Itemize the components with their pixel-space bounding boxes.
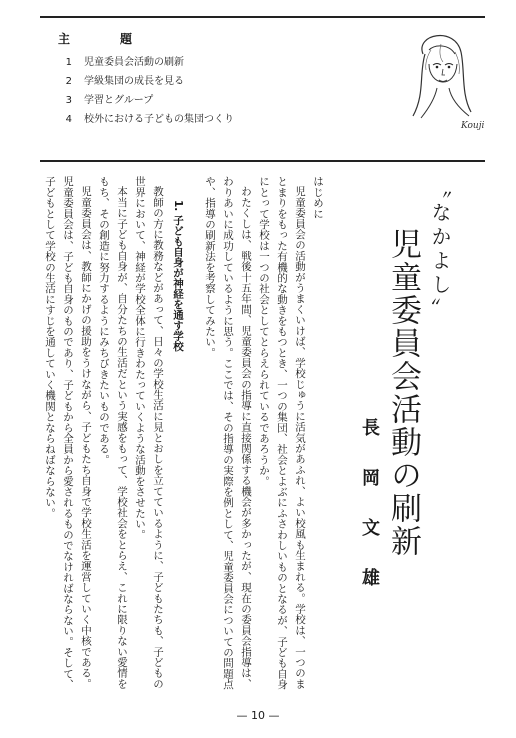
body-line: 子どもとして学校の生活にすじを通していく機関とならねばならない。	[44, 176, 56, 519]
body-line: や、指導の刷新法を考察してみたい。	[204, 176, 216, 358]
body-line: にとって学校は一つの社会としてとらえられているであろうか。	[258, 176, 270, 487]
theme-item: 3 学習とグループ	[65, 95, 154, 106]
theme-item: 4 校外における子どもの集団つくり	[65, 114, 234, 125]
middle-rule	[40, 160, 485, 162]
body-line: 児童委員会は、教師にかげの援助をうけながら、子どもたち自身で学校生活を運営していく中核である。	[80, 186, 92, 689]
body-line: 児童委員会は、子ども自身のものであり、子どもから全員から愛されるものでなければならない。そして、	[62, 176, 74, 690]
body-line: わたくしは、戦後十五年間、児童委員会の指導に直接関係する機会が多かったが、現在の委員会指導は、	[240, 186, 252, 689]
themes-box	[58, 30, 388, 129]
body-line: とまりをもった有機的な動きをもつとき、一つの集団、社会とよぶにふさわしいものとなるが、子ども自身	[276, 176, 288, 690]
top-rule	[40, 16, 485, 18]
page-number: — 10 —	[236, 709, 280, 722]
body-line: わりあいに成功しているように思う。ここでは、その指導の実際を例として、児童委員会についての問題点	[222, 176, 234, 690]
intro-heading: はじめに	[312, 176, 324, 219]
body-line: もち、その創造に努力するようにみちびきたいものである。	[98, 176, 110, 465]
article-title: 児童委員会活動の刷新	[385, 228, 421, 558]
theme-item: 2 学級集団の成長を見る	[65, 76, 184, 87]
author-name: 長岡文雄	[359, 418, 380, 618]
body-line: 教師の方に教務などがあって、日々の学校生活に見とおしを立てているように、子どもたちも、子どもの	[152, 186, 164, 689]
body-line: 本当に子ども自身が、自分たちの生活だという実感をもって、学校社会をとらえ、これに限りない愛情を	[116, 186, 128, 689]
section-heading: 1. 子ども自身が神経を通す学校	[172, 200, 184, 352]
body-line: 児童委員会の活動がうまくいけば、学校じゅうに活気があふれ、よい校風も生まれる。学校は、一つのま	[294, 186, 306, 689]
girl-portrait-sketch	[395, 24, 485, 134]
body-line: 世界において、神経が学校全体に行きわたっていくような活動をさせたい。	[134, 176, 146, 540]
theme-item: 1 児童委員会活動の刷新	[65, 57, 184, 68]
themes-heading: 主 題	[58, 32, 135, 46]
sketch-signature: Kouji	[461, 121, 485, 131]
title-quoted: 〝なかよし〟	[428, 178, 452, 322]
